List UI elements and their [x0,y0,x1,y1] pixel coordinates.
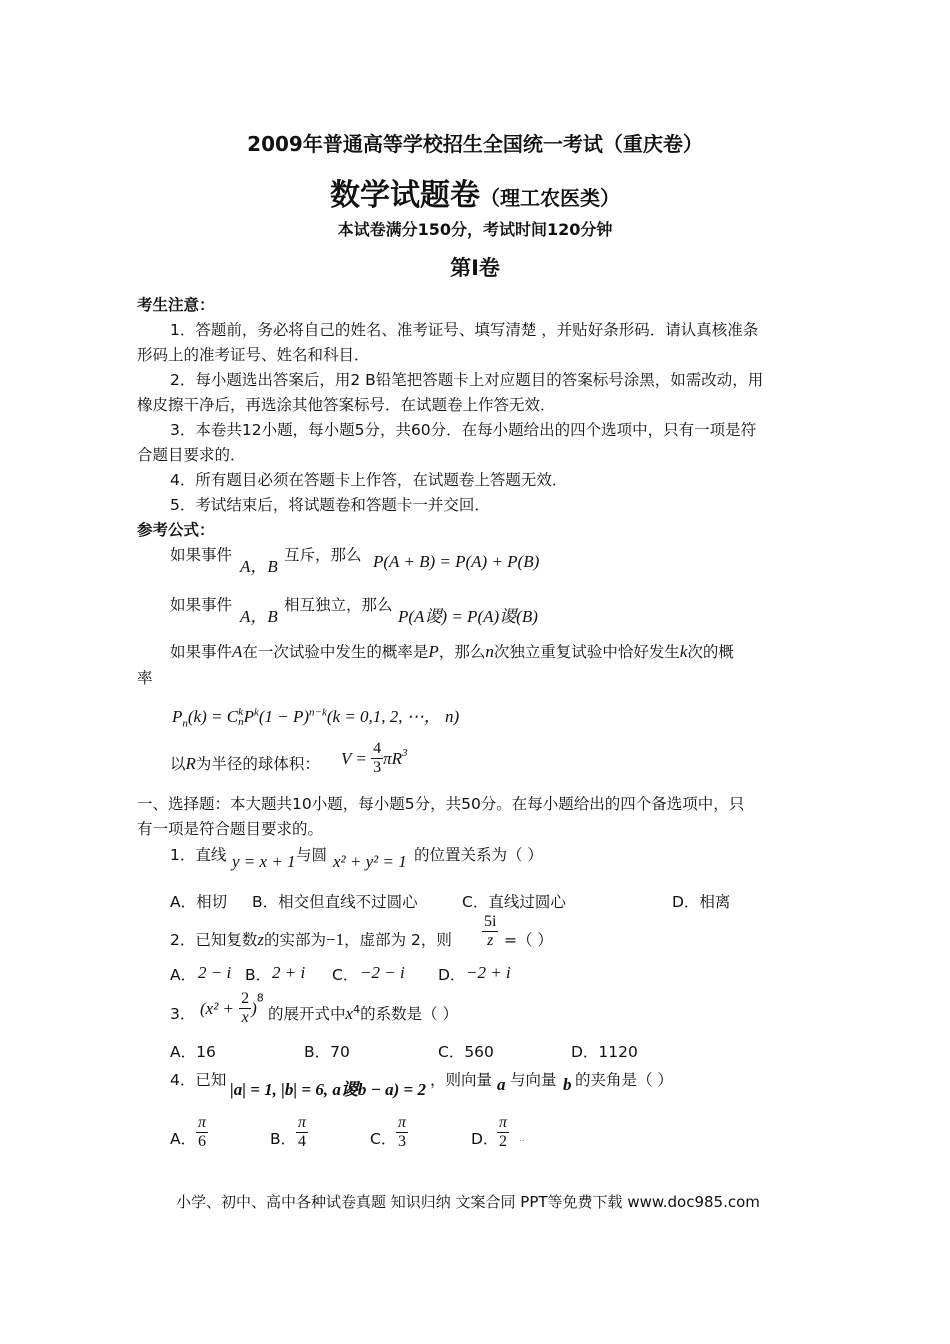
q4-option-b-den: 4 [298,1133,306,1151]
formula-5-r: R [185,754,196,773]
notice-item-1-line-2: 形码上的准考证号、姓名和科目． [137,346,370,364]
sphere-cube: 3 [401,747,408,760]
q3-suffix: 的系数是（ ） [360,1005,458,1023]
q1-option-a: A．相切 [170,893,228,911]
formula-3-text-b: 在一次试验中发生的概率是 [242,643,429,661]
q2-suffix: =（ ） [504,931,553,949]
q4-option-d-label: D． [471,1130,499,1148]
q1-option-d: D．相离 [672,893,731,911]
q3-mid: 的展开式中 [268,1005,346,1023]
sphere-fraction [371,740,383,778]
q1-line-equation: y = x + 1 [232,852,296,871]
q4-option-c-fraction [396,1114,408,1152]
q1-prefix: 1．直线 [170,846,227,864]
formula-2-vars: A，B [240,607,278,626]
q3-expr-a: (x² + [200,998,235,1018]
q4-option-b [296,1114,308,1152]
q4-option-a-den: 6 [198,1133,206,1151]
formula-2-prefix: 如果事件 [170,596,233,614]
q2-denominator: z [487,932,494,950]
q4-mid: ，则向量 [430,1071,493,1089]
q4-option-a-label: A． [170,1130,197,1148]
q4-suffix: 的夹角是（ ） [575,1071,673,1089]
binomial-sup-k: k [238,706,243,719]
q4-mid2: 与向量 [510,1071,557,1089]
formula-1-prefix: 如果事件 [170,546,233,564]
binomial-sup-nk: n−k [309,706,327,719]
q4-option-a [196,1114,208,1152]
binomial-sub-n: n [182,717,188,730]
formula-3-event: A [232,642,243,661]
q3-x4-power: 4 [353,1002,361,1016]
q3-x4: x [345,1004,354,1023]
q4-option-d-fraction [497,1114,509,1152]
q2-fraction-body [482,913,498,951]
q4-option-d-pi: π [497,1114,509,1133]
binomial-range: (k = 0,1, 2, ⋯， n) [326,707,460,726]
notice-item-1-line-1: 1．答题前，务必将自己的姓名、准考证号、填写清楚 ，并贴好条形码．请认真核准条 [170,321,759,339]
q2-option-c-label: C． [332,966,359,984]
formula-1-vars: A，B [240,557,278,576]
q1-suffix: 的位置关系为（ ） [414,846,543,864]
q4-option-a-fraction [196,1114,208,1152]
binomial-sup-k2: k [253,706,259,719]
formula-multiplication-rule: P(A谡) = P(A)谡(B) [398,607,538,626]
q3-tail [268,1002,458,1024]
sphere-v: V = [341,748,367,768]
binomial-p: P [172,707,183,726]
q1-option-b: B．相交但直线不过圆心 [252,893,418,911]
binomial-p2: P [243,707,254,726]
formula-2-mid: 相互独立，那么 [284,596,393,614]
paper-subtitle [0,170,950,214]
formula-3-line-1 [170,640,734,662]
notice-item-2-line-1: 2．每小题选出答案后，用2 B铅笔把答题卡上对应题目的答案标号涂黑，如需改动，用 [170,371,764,389]
q4-option-b-fraction [296,1114,308,1152]
volume-heading: 第I卷 [450,256,500,280]
q2-numerator: 5i [482,913,498,932]
notice-item-3-line-1: 3．本卷共12小题，每小题5分，共60分．在每小题给出的四个选项中，只有一项是符 [170,421,757,439]
q4-option-b-pi: π [296,1114,308,1133]
formula-addition-rule: P(A + B) = P(A) + P(B) [373,552,540,571]
formula-3-text-a: 如果事件 [170,643,233,661]
q4-vector-b: b [563,1075,572,1094]
q4-option-a-pi: π [196,1114,208,1133]
formula-5-line [170,752,320,774]
q4-option-c-pi: π [396,1114,408,1133]
q2-mid2: ，虚部为 2，则 [344,931,452,949]
q4-option-d [497,1114,509,1152]
sphere-denominator: 3 [373,759,382,777]
binomial-c: (k) = C [187,707,239,726]
q2-option-b: 2 + i [272,963,306,982]
formula-5-text-a: 以 [170,755,186,773]
q4-option-d-den: 2 [499,1133,507,1151]
subtitle-category: （理工农医类） [480,186,620,210]
q2-real-part: −1 [326,930,345,949]
q3-option-b: B．70 [304,1043,350,1061]
notice-item-4: 4．所有题目必须在答题卡上作答，在试题卷上答题无效． [170,471,568,489]
notice-item-3-line-2: 合题目要求的． [137,446,246,464]
formula-3-text-c: ，那么 [438,643,486,661]
sphere-pi-r: πR [383,748,402,768]
q2-option-d: −2 + i [466,963,511,982]
binomial-sub-n2: n [238,716,244,729]
formula-3-text-e: 次的概 [687,643,734,661]
q2-prefix: 2．已知复数 [170,931,258,949]
formula-3-line-2: 率 [137,669,153,687]
formula-1-mid: 互斥，那么 [284,546,362,564]
q2-option-b-label: B． [245,966,272,984]
q2-fraction [482,913,498,951]
q4-condition: |a| = 1, |b| = 6, a谡b − a) = 2 [230,1080,426,1099]
formulas-heading: 参考公式： [137,521,215,539]
formula-3-prob: P [428,642,439,661]
q3-expression [200,990,264,1028]
sphere-numerator: 4 [371,740,383,759]
section-1-line-1: 一、选择题：本大题共10小题，每小题5分，共50分。在每小题给出的四个备选项中，只 [137,795,745,813]
q1-mid: 与圆 [296,846,328,864]
q2-option-a-label: A． [170,966,197,984]
q4-option-b-label: B． [270,1130,297,1148]
q4-prefix: 4．已知 [170,1071,227,1089]
formula-3-k: k [679,642,688,661]
q3-option-a: A．16 [170,1043,216,1061]
q4-vector-a: a [497,1075,506,1094]
q1-option-c: C．直线过圆心 [462,893,566,911]
q3-numerator: 2 [239,990,251,1009]
q3-option-d: D．1120 [571,1043,638,1061]
q3-prefix: 3． [170,1005,196,1023]
formula-3-text-d: 次独立重复试验中恰好发生 [493,643,680,661]
q3-power: 8 [256,991,264,1005]
exam-info: 本试卷满分150分，考试时间120分钟 [337,220,613,239]
q2-option-d-label: D． [438,966,466,984]
q2-option-c: −2 − i [360,963,405,982]
q3-option-c: C．560 [438,1043,494,1061]
notice-heading: 考生注意： [137,296,215,314]
notice-item-2-line-2: 橡皮擦干净后，再选涂其他答案标号．在试题卷上作答无效． [137,396,556,414]
exam-title: 2009年普通高等学校招生全国统一考试（重庆卷） [247,132,703,156]
q3-fraction [239,990,251,1028]
notice-item-5: 5．考试结束后，将试题卷和答题卡一并交回． [170,496,490,514]
q4-option-c-den: 3 [398,1133,406,1151]
q2-mid1: 的实部为 [264,931,327,949]
q3-expr-b: ) [251,998,257,1018]
q2-line [170,928,452,950]
formula-binomial [172,702,459,729]
binomial-complement: (1 − P) [258,707,310,726]
q3-denominator: x [241,1009,249,1027]
formula-5-text-b: 为半径的球体积： [195,755,320,773]
q4-trailing-mark: .. [519,1134,525,1144]
footer-text: 小学、初中、高中各种试卷真题 知识归纳 文案合同 PPT等免费下载 www.doc985.com [176,1193,760,1211]
q4-option-c-label: C． [370,1130,397,1148]
subtitle-main: 数学试题卷 [330,178,480,213]
section-1-line-2: 有一项是符合题目要求的。 [137,820,324,838]
formula-3-n: n [485,642,494,661]
q4-option-c [396,1114,408,1152]
q2-z: z [257,930,264,949]
q2-option-a: 2 − i [198,963,232,982]
q1-circle-equation: x² + y² = 1 [333,852,407,871]
formula-sphere-volume [341,740,407,778]
